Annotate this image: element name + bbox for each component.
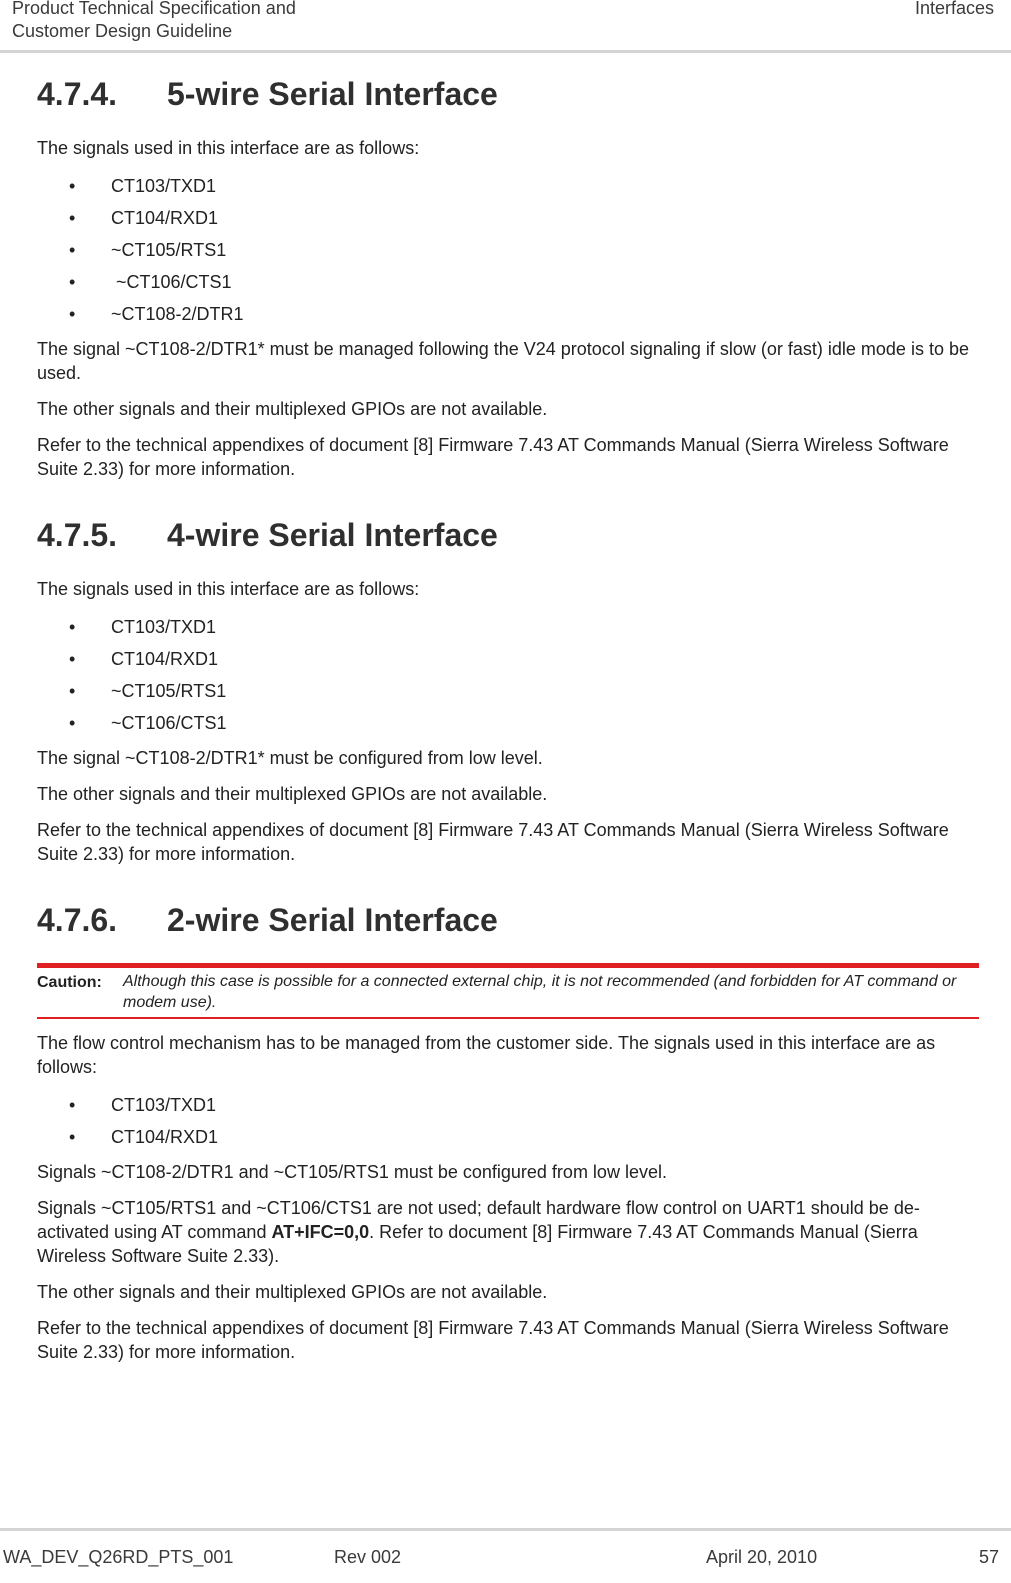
list-item: • CT104/RXD1 <box>37 643 977 675</box>
bullet-icon: • <box>69 1095 76 1115</box>
paragraph: The other signals and their multiplexed GPIOs are not available. <box>37 399 548 419</box>
list-item: • CT104/RXD1 <box>37 202 977 234</box>
caution-label: Caution: <box>37 974 102 991</box>
section-heading-4-7-4 <box>37 70 977 118</box>
paragraph: The signals used in this interface are as follows: <box>37 579 420 599</box>
bullet-icon: • <box>69 713 76 733</box>
paragraph: Refer to the technical appendixes of document [8] Firmware 7.43 AT Commands Manual (Sierra Wireless Software Suite 2.33) for more information. <box>37 1318 949 1362</box>
bullet-icon: • <box>69 240 76 260</box>
signal-list <box>37 170 977 330</box>
bullet-icon: • <box>69 176 76 196</box>
header-chapter: Interfaces <box>914 0 994 18</box>
paragraph: The signal ~CT108-2/DTR1* must be configured from low level. <box>37 748 543 768</box>
header-title-line1: Product Technical Specification and <box>12 0 296 18</box>
paragraph: The signals used in this interface are as follows: <box>37 138 420 158</box>
at-command: AT+IFC=0,0 <box>271 1222 370 1242</box>
footer-revision: Rev 002 <box>334 1547 402 1567</box>
paragraph: The signal ~CT108-2/DTR1* must be managed following the V24 protocol signaling if slow (or fast) idle mode is to be used. <box>37 339 969 383</box>
section-heading-4-7-5 <box>37 511 977 559</box>
footer-page-number: 57 <box>978 1547 999 1567</box>
paragraph: Refer to the technical appendixes of document [8] Firmware 7.43 AT Commands Manual (Sierra Wireless Software Suite 2.33) for more information. <box>37 435 949 479</box>
section-title: 4-wire Serial Interface <box>167 517 498 553</box>
list-item: • CT103/TXD1 <box>37 611 977 643</box>
bullet-icon: • <box>69 681 76 701</box>
page-content <box>37 70 977 1364</box>
list-item: • ~CT106/CTS1 <box>37 266 977 298</box>
bullet-icon: • <box>69 649 76 669</box>
paragraph: Refer to the technical appendixes of document [8] Firmware 7.43 AT Commands Manual (Sierra Wireless Software Suite 2.33) for more information. <box>37 820 949 864</box>
paragraph: Signals ~CT108-2/DTR1 and ~CT105/RTS1 must be configured from low level. <box>37 1162 667 1182</box>
section-number: 4.7.5. <box>37 517 118 553</box>
section-title: 2-wire Serial Interface <box>167 902 498 938</box>
section-title: 5-wire Serial Interface <box>167 76 498 112</box>
page-footer <box>0 1528 1011 1583</box>
bullet-icon: • <box>69 272 76 292</box>
page-header <box>0 0 1011 52</box>
list-item: • ~CT105/RTS1 <box>37 234 977 266</box>
footer-divider <box>0 1528 1011 1531</box>
list-item: • CT103/TXD1 <box>37 170 977 202</box>
header-divider <box>0 50 1011 53</box>
signal-list <box>37 611 977 739</box>
list-item: • CT103/TXD1 <box>37 1089 977 1121</box>
bullet-icon: • <box>69 304 76 324</box>
section-number: 4.7.6. <box>37 902 118 938</box>
header-title-line2: Customer Design Guideline <box>12 21 233 41</box>
caution-text: Although this case is possible for a connected external chip, it is not recommended (and forbidden for AT command or modem use). <box>123 973 957 1011</box>
bullet-icon: • <box>69 208 76 228</box>
footer-doc-reference: WA_DEV_Q26RD_PTS_001 <box>3 1547 234 1567</box>
paragraph: The other signals and their multiplexed GPIOs are not available. <box>37 784 548 804</box>
bullet-icon: • <box>69 617 76 637</box>
section-number: 4.7.4. <box>37 76 118 112</box>
paragraph: Signals ~CT105/RTS1 and ~CT106/CTS1 are not used; default hardware flow control on UART1 should be de-activated using AT command AT+IFC=0,0. Refer to document [8] Firmware 7.43 AT Commands Manual (Sierra Wireless Software Suite 2.33). <box>37 1198 920 1266</box>
list-item: • ~CT105/RTS1 <box>37 675 977 707</box>
footer-date: April 20, 2010 <box>706 1547 818 1567</box>
paragraph: The flow control mechanism has to be managed from the customer side. The signals used in this interface are as follows: <box>37 1033 936 1077</box>
signal-list <box>37 1089 977 1153</box>
list-item: • ~CT106/CTS1 <box>37 707 977 739</box>
section-heading-4-7-6 <box>37 896 977 944</box>
bullet-icon: • <box>69 1127 76 1147</box>
list-item: • CT104/RXD1 <box>37 1121 977 1153</box>
header-document-title <box>12 0 296 43</box>
caution-box <box>37 963 979 1019</box>
paragraph: The other signals and their multiplexed GPIOs are not available. <box>37 1282 548 1302</box>
list-item: • ~CT108-2/DTR1 <box>37 298 977 330</box>
